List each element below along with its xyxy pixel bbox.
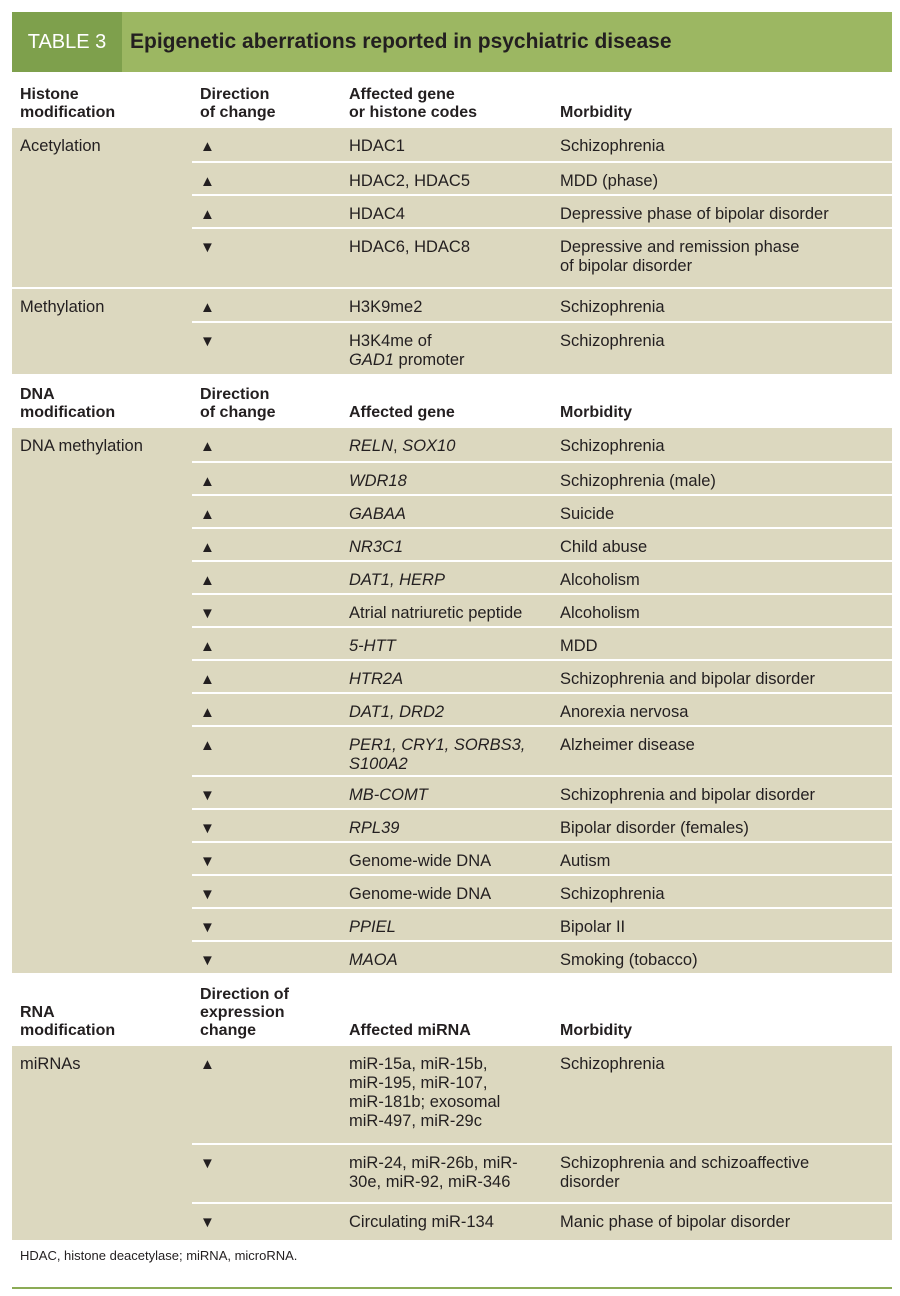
table-row — [192, 321, 892, 378]
affected-gene: HDAC6, HDAC8 — [349, 238, 471, 256]
morbidity: Schizophrenia — [560, 332, 665, 350]
triangle-down-icon: ▼ — [200, 1214, 215, 1231]
triangle-down-icon: ▼ — [200, 886, 215, 903]
affected-gene: HDAC2, HDAC5 — [349, 172, 471, 190]
group-label: miRNAs — [20, 1055, 81, 1073]
row-group — [12, 1046, 892, 1240]
table-row — [192, 289, 892, 321]
affected-gene: miR-24, miR-26b, miR- 30e, miR-92, miR-346 — [349, 1154, 518, 1191]
table-footnote: HDAC, histone deacetylase; miRNA, microRNA. — [20, 1248, 298, 1263]
table-title: Epigenetic aberrations reported in psychiatric disease — [130, 30, 672, 53]
table-row — [192, 1046, 892, 1143]
affected-gene: RELN, SOX10 — [349, 437, 456, 455]
morbidity: Schizophrenia and bipolar disorder — [560, 670, 815, 688]
column-header: DNA modification — [20, 386, 116, 421]
triangle-up-icon: ▲ — [200, 173, 215, 190]
affected-gene: H3K4me of GAD1 promoter — [349, 332, 465, 369]
table-row — [192, 775, 892, 810]
triangle-up-icon: ▲ — [200, 138, 215, 155]
affected-gene: DAT1, HERP — [349, 571, 445, 589]
section-header — [12, 76, 892, 130]
triangle-up-icon: ▲ — [200, 473, 215, 490]
column-header: Histone modification — [20, 86, 116, 121]
morbidity: Schizophrenia — [560, 885, 665, 903]
column-header: Affected gene or histone codes — [349, 86, 478, 121]
table-row — [192, 128, 892, 161]
column-header: Direction of expression change — [200, 986, 289, 1039]
morbidity: Bipolar disorder (females) — [560, 819, 749, 837]
triangle-up-icon: ▲ — [200, 438, 215, 455]
row-group — [12, 287, 892, 376]
affected-gene: MAOA — [349, 951, 398, 969]
morbidity: Depressive phase of bipolar disorder — [560, 205, 829, 223]
bottom-rule — [12, 1287, 892, 1289]
section-body — [12, 428, 892, 973]
triangle-down-icon: ▼ — [200, 952, 215, 969]
morbidity: MDD (phase) — [560, 172, 659, 190]
triangle-up-icon: ▲ — [200, 704, 215, 721]
table-row — [192, 725, 892, 777]
row-group — [12, 428, 892, 973]
morbidity: Schizophrenia — [560, 137, 665, 155]
group-label: DNA methylation — [20, 437, 143, 455]
affected-gene: NR3C1 — [349, 538, 404, 556]
morbidity: MDD — [560, 637, 598, 655]
affected-gene: Circulating miR-134 — [349, 1213, 494, 1231]
column-header: RNA modification — [20, 1004, 116, 1039]
affected-gene: DAT1, DRD2 — [349, 703, 445, 721]
morbidity: Bipolar II — [560, 918, 626, 936]
affected-gene: H3K9me2 — [349, 298, 423, 316]
table-row — [192, 194, 892, 229]
morbidity: Child abuse — [560, 538, 648, 556]
morbidity: Schizophrenia and schizoaffective disorder — [560, 1154, 810, 1191]
section-header — [12, 973, 892, 1048]
affected-gene: WDR18 — [349, 472, 407, 490]
column-header: Direction of change — [200, 86, 276, 121]
section-body — [12, 128, 892, 374]
affected-gene: miR-15a, miR-15b, miR-195, miR-107, miR-181b; exosomal miR-497, miR-29c — [349, 1055, 501, 1130]
table-row — [192, 692, 892, 727]
table-row — [192, 494, 892, 529]
morbidity: Schizophrenia and bipolar disorder — [560, 786, 815, 804]
affected-gene: Atrial natriuretic peptide — [349, 604, 523, 622]
affected-gene: PPIEL — [349, 918, 396, 936]
affected-gene: HDAC4 — [349, 205, 405, 223]
triangle-down-icon: ▼ — [200, 853, 215, 870]
table-row — [192, 1143, 892, 1204]
morbidity: Suicide — [560, 505, 615, 523]
triangle-up-icon: ▲ — [200, 671, 215, 688]
morbidity: Depressive and remission phase of bipolar disorder — [560, 238, 800, 275]
triangle-up-icon: ▲ — [200, 1056, 215, 1073]
triangle-up-icon: ▲ — [200, 506, 215, 523]
column-header: Direction of change — [200, 386, 276, 421]
column-header: Morbidity — [560, 404, 632, 421]
morbidity: Anorexia nervosa — [560, 703, 689, 721]
table-row — [192, 161, 892, 196]
column-header: Affected gene — [349, 404, 455, 421]
section-body — [12, 1046, 892, 1240]
table-row — [192, 593, 892, 628]
table-row — [192, 808, 892, 843]
table-row — [192, 940, 892, 975]
triangle-up-icon: ▲ — [200, 638, 215, 655]
table-row — [192, 428, 892, 461]
group-label: Methylation — [20, 298, 105, 316]
table-row — [192, 527, 892, 562]
table-row — [192, 461, 892, 496]
table-row — [192, 626, 892, 661]
table-label: TABLE 3 — [12, 12, 122, 72]
morbidity: Manic phase of bipolar disorder — [560, 1213, 791, 1231]
triangle-down-icon: ▼ — [200, 239, 215, 256]
table-row — [192, 659, 892, 694]
triangle-up-icon: ▲ — [200, 539, 215, 556]
morbidity: Alcoholism — [560, 571, 640, 589]
triangle-up-icon: ▲ — [200, 572, 215, 589]
table-title-bar — [12, 12, 892, 72]
column-header: Affected miRNA — [349, 1022, 471, 1039]
morbidity: Autism — [560, 852, 611, 870]
table-row — [192, 907, 892, 942]
triangle-up-icon: ▲ — [200, 737, 215, 754]
morbidity: Alzheimer disease — [560, 736, 695, 754]
morbidity: Smoking (tobacco) — [560, 951, 698, 969]
morbidity: Schizophrenia — [560, 1055, 665, 1073]
triangle-down-icon: ▼ — [200, 787, 215, 804]
section-header — [12, 374, 892, 430]
affected-gene: Genome-wide DNA — [349, 852, 492, 870]
triangle-up-icon: ▲ — [200, 299, 215, 316]
triangle-down-icon: ▼ — [200, 1155, 215, 1172]
triangle-down-icon: ▼ — [200, 333, 215, 350]
triangle-down-icon: ▼ — [200, 919, 215, 936]
affected-gene: PER1, CRY1, SORBS3, S100A2 — [349, 736, 526, 773]
table-row — [192, 227, 892, 286]
affected-gene: RPL39 — [349, 819, 400, 837]
row-group — [12, 128, 892, 284]
affected-gene: 5-HTT — [349, 637, 396, 655]
morbidity: Alcoholism — [560, 604, 640, 622]
column-header: Morbidity — [560, 104, 632, 121]
triangle-down-icon: ▼ — [200, 820, 215, 837]
affected-gene: GABAA — [349, 505, 406, 523]
affected-gene: MB-COMT — [349, 786, 428, 804]
group-label: Acetylation — [20, 137, 101, 155]
affected-gene: Genome-wide DNA — [349, 885, 492, 903]
morbidity: Schizophrenia (male) — [560, 472, 716, 490]
affected-gene: HTR2A — [349, 670, 404, 688]
affected-gene: HDAC1 — [349, 137, 405, 155]
table-row — [192, 841, 892, 876]
morbidity: Schizophrenia — [560, 437, 665, 455]
morbidity: Schizophrenia — [560, 298, 665, 316]
triangle-down-icon: ▼ — [200, 605, 215, 622]
table-row — [192, 1202, 892, 1242]
table-row — [192, 874, 892, 909]
column-header: Morbidity — [560, 1022, 632, 1039]
triangle-up-icon: ▲ — [200, 206, 215, 223]
table-row — [192, 560, 892, 595]
